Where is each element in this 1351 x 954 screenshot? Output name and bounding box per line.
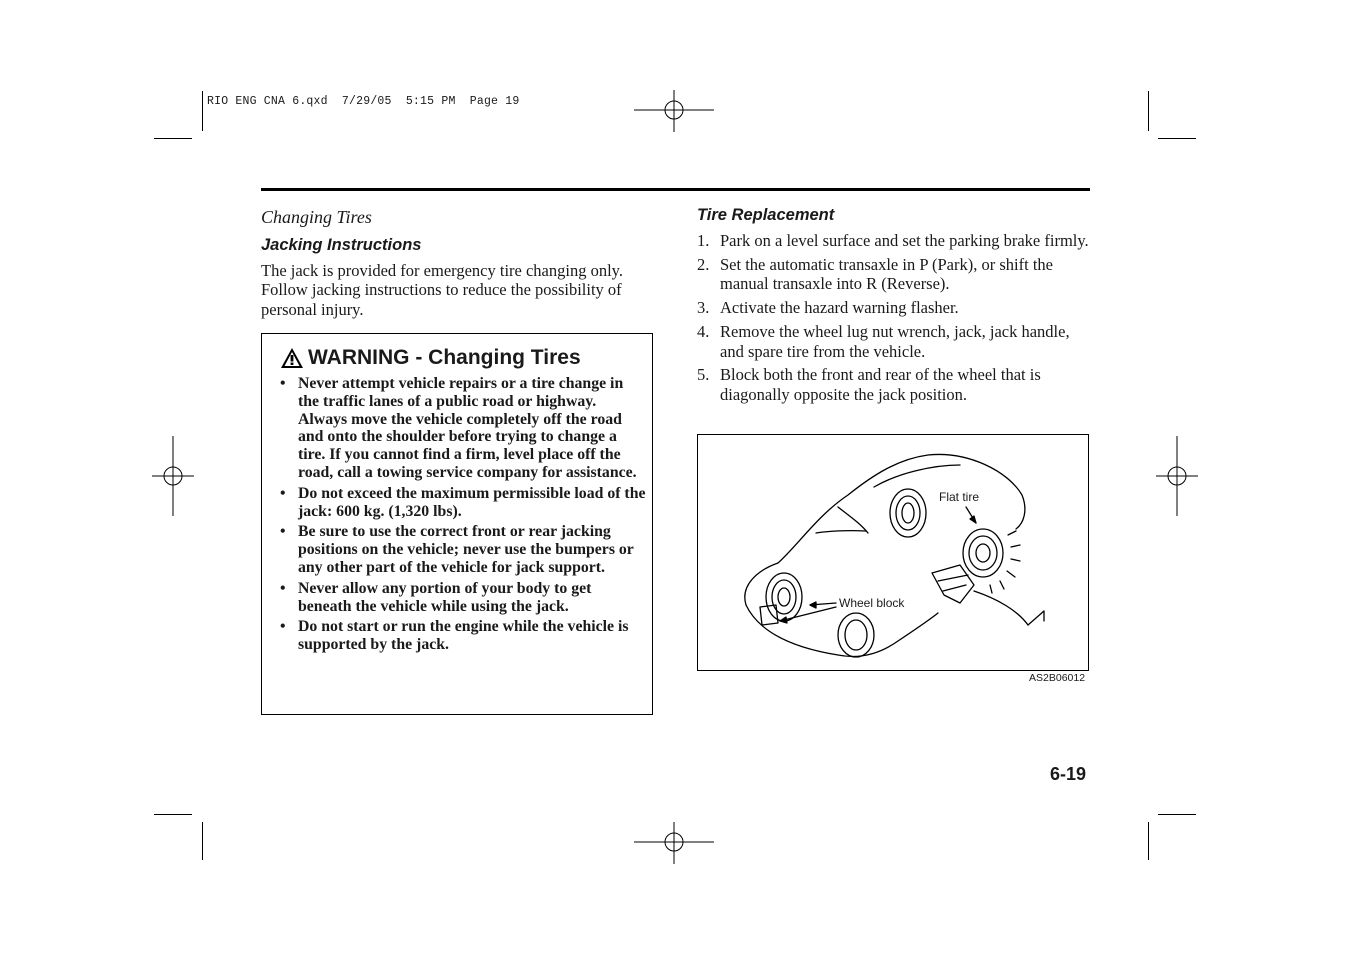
- warning-item: • Do not start or run the engine while the vehicle is supported by the jack.: [280, 618, 629, 654]
- step-item: 1. Park on a level surface and set the parking brake firmly.: [697, 231, 1089, 250]
- warning-item: • Never allow any portion of your body to get beneath the vehicle while using the jack.: [280, 579, 592, 615]
- bullet: •: [280, 618, 286, 636]
- step-item: 2. Set the automatic transaxle in P (Park), or shift the manual transaxle into R (Reverse).: [697, 254, 1053, 294]
- warning-title: [280, 346, 581, 370]
- registration-mark-right: [1156, 436, 1198, 516]
- subsection-title: Jacking Instructions: [261, 236, 422, 254]
- step-item: 5. Block both the front and rear of the wheel that is diagonally opposite the jack position.: [697, 365, 1041, 404]
- wheel-block-label: Wheel block: [839, 596, 905, 610]
- figure-code: AS2B06012: [1029, 672, 1086, 684]
- page-number: 6-19: [1050, 764, 1087, 784]
- section-title: Changing Tires: [261, 207, 372, 227]
- warning-list: [278, 375, 648, 657]
- warning-box: [261, 333, 653, 715]
- tire-replacement-title: Tire Replacement: [697, 206, 835, 224]
- bullet: •: [280, 523, 286, 541]
- jacking-illustration: [697, 434, 1089, 671]
- bullet: •: [280, 579, 286, 597]
- registration-mark-top: [634, 90, 716, 132]
- warning-item: • Do not exceed the maximum permissible load of the jack: 600 kg. (1,320 lbs).: [280, 484, 646, 520]
- warning-title-text: WARNING - Changing Tires: [308, 346, 581, 369]
- intro-paragraph: The jack is provided for emergency tire changing only. Follow jacking instructions to reduce the possibility of personal injury.: [261, 261, 623, 319]
- top-rule: [261, 188, 1090, 191]
- file-info-header: RIO ENG CNA 6.qxd 7/29/05 5:15 PM Page 19: [207, 95, 520, 108]
- step-list: [697, 231, 1092, 409]
- warning-item: • Be sure to use the correct front or rear jacking positions on the vehicle; never use the bumpers or any other part of the vehicle for jack support.: [280, 523, 634, 576]
- car-illustration: [698, 435, 1088, 670]
- bullet: •: [280, 484, 286, 502]
- step-item: 4. Remove the wheel lug nut wrench, jack, jack handle, and spare tire from the vehicle.: [697, 322, 1070, 361]
- flat-tire-label: Flat tire: [939, 490, 980, 504]
- warning-triangle-icon: [280, 347, 304, 369]
- warning-item: • Never attempt vehicle repairs or a tire change in the traffic lanes of a public road or highway. Always move the vehicle completely off the road and onto the shoulder before trying to change a tire. If you cannot find a firm, level place off the road, call a towing service company for assistance.: [280, 375, 637, 481]
- registration-mark-left: [152, 436, 194, 516]
- step-item: 3. Activate the hazard warning flasher.: [697, 298, 959, 318]
- registration-mark-bottom: [634, 822, 716, 864]
- bullet: •: [280, 375, 286, 392]
